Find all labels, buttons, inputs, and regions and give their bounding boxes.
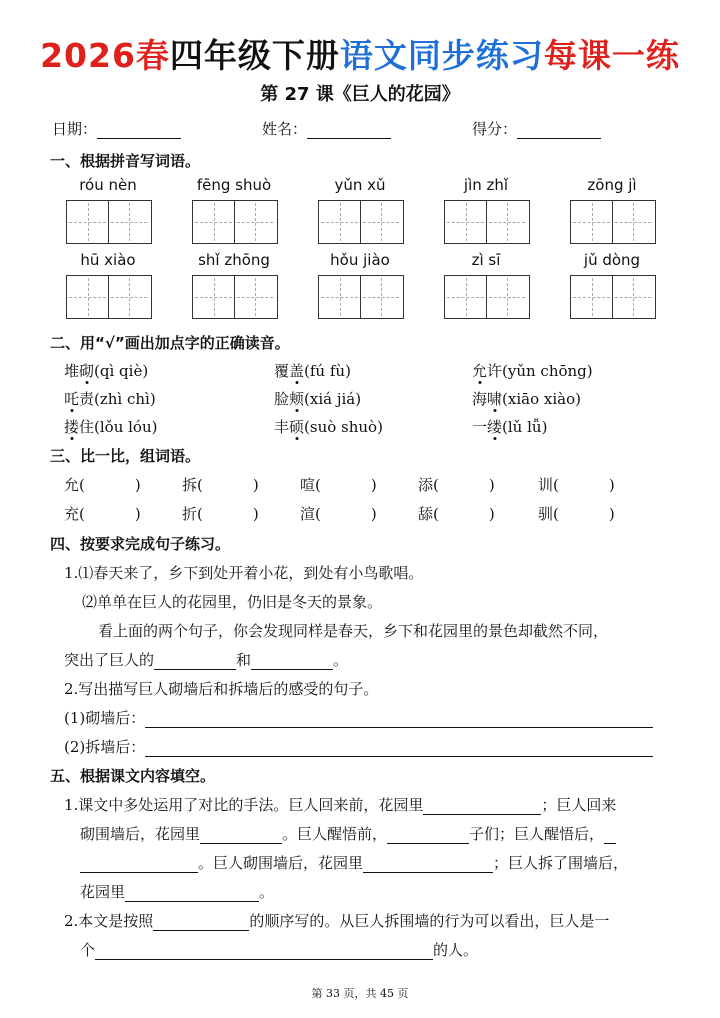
question-2: 2.写出描写巨人砌墙后和拆墙后的感受的句子。 (64, 680, 379, 698)
writing-grid[interactable] (444, 200, 530, 244)
fill-line[interactable]: 砌围墙后，花园里 。巨人醒悟前， 子们；巨人醒悟后， (80, 823, 616, 844)
writing-grid[interactable] (570, 200, 656, 244)
section-4-heading: 四、按要求完成句子练习。 (50, 535, 231, 553)
word-blank[interactable]: 折( ) (182, 505, 259, 523)
pinyin-label: zì sī (471, 251, 501, 269)
prompt-line: 看上面的两个句子，你会发现同样是春天，乡下和花园里的景色却截然不同， (98, 622, 609, 640)
pinyin-label: fēng shuò (196, 176, 272, 194)
word-blank[interactable]: 喧( ) (300, 476, 377, 494)
date-field[interactable]: 日期： (52, 118, 181, 139)
word-blank[interactable]: 拆( ) (182, 476, 259, 494)
section-1-heading: 一、根据拼音写词语。 (50, 152, 201, 170)
writing-grid[interactable] (444, 275, 530, 319)
fill-line[interactable]: 1.课文中多处运用了对比的手法。巨人回来前，花园里 ；巨人回来 (64, 796, 617, 814)
writing-grid[interactable] (318, 200, 404, 244)
reading-item[interactable]: 海啸(xiāo xiào) (472, 390, 581, 408)
reading-item[interactable]: 允许(yǔn chōng) (472, 362, 593, 380)
lesson-title: 第 27 课《巨人的花园》 (260, 84, 460, 105)
reading-item[interactable]: 一缕(lǔ lǚ) (472, 418, 548, 436)
writing-grid[interactable] (66, 275, 152, 319)
word-blank[interactable]: 充( ) (64, 505, 141, 523)
writing-grid[interactable] (192, 275, 278, 319)
word-blank[interactable]: 训( ) (538, 476, 615, 494)
reading-item[interactable]: 覆盖(fú fù) (274, 362, 351, 380)
page-number: 第 33 页，共 45 页 (311, 987, 409, 1000)
writing-grid[interactable] (318, 275, 404, 319)
pinyin-label: shǐ zhōng (198, 251, 270, 269)
fill-line[interactable]: 突出了巨人的 和 。 (64, 651, 349, 669)
word-blank[interactable]: 添( ) (418, 476, 495, 494)
fill-line[interactable]: 。巨人砌围墙后，花园里 ；巨人拆了围墙后， (80, 852, 628, 873)
word-blank[interactable]: 渲( ) (300, 505, 377, 523)
sentence-2: ⑵单单在巨人的花园里，仍旧是冬天的景象。 (82, 593, 383, 611)
pinyin-label: zōng jì (587, 176, 637, 194)
fill-line[interactable]: 个 的人。 (80, 941, 479, 959)
answer-line-build-wall[interactable]: (1)砌墙后： (64, 707, 653, 728)
pinyin-label: jǔ dòng (583, 251, 641, 269)
answer-line-remove-wall[interactable]: (2)拆墙后： (64, 736, 653, 757)
word-blank[interactable]: 舔( ) (418, 505, 495, 523)
reading-item[interactable]: 吒责(zhì chì) (64, 390, 156, 408)
fill-line[interactable]: 花园里 。 (80, 883, 275, 901)
reading-item[interactable]: 搂住(lǒu lóu) (64, 418, 158, 436)
section-2-heading: 二、用“√”画出加点字的正确读音。 (50, 334, 290, 352)
reading-item[interactable]: 丰硕(suò shuò) (274, 418, 383, 436)
fill-line[interactable]: 2.本文是按照 的顺序写的。从巨人拆围墙的行为可以看出，巨人是一 (64, 912, 610, 930)
word-blank[interactable]: 驯( ) (538, 505, 615, 523)
page-title: 2026春四年级下册语文同步练习每课一练 (40, 36, 680, 75)
pinyin-label: jìn zhǐ (463, 176, 509, 194)
writing-grid[interactable] (66, 200, 152, 244)
pinyin-label: yǔn xǔ (334, 176, 386, 194)
reading-item[interactable]: 堆砌(qì qiè) (64, 362, 149, 380)
word-blank[interactable]: 允( ) (64, 476, 141, 494)
writing-grid[interactable] (192, 200, 278, 244)
sentence-1: 1.⑴春天来了，乡下到处开着小花，到处有小鸟歌唱。 (64, 564, 424, 582)
score-field[interactable]: 得分： (472, 118, 601, 139)
name-field[interactable]: 姓名： (262, 118, 391, 139)
pinyin-label: hǒu jiào (330, 251, 390, 269)
reading-item[interactable]: 脸颊(xiá jiá) (274, 390, 362, 408)
pinyin-label: róu nèn (79, 176, 137, 194)
section-5-heading: 五、根据课文内容填空。 (50, 767, 216, 785)
pinyin-label: hū xiào (80, 251, 136, 269)
writing-grid[interactable] (570, 275, 656, 319)
section-3-heading: 三、比一比，组词语。 (50, 447, 201, 465)
